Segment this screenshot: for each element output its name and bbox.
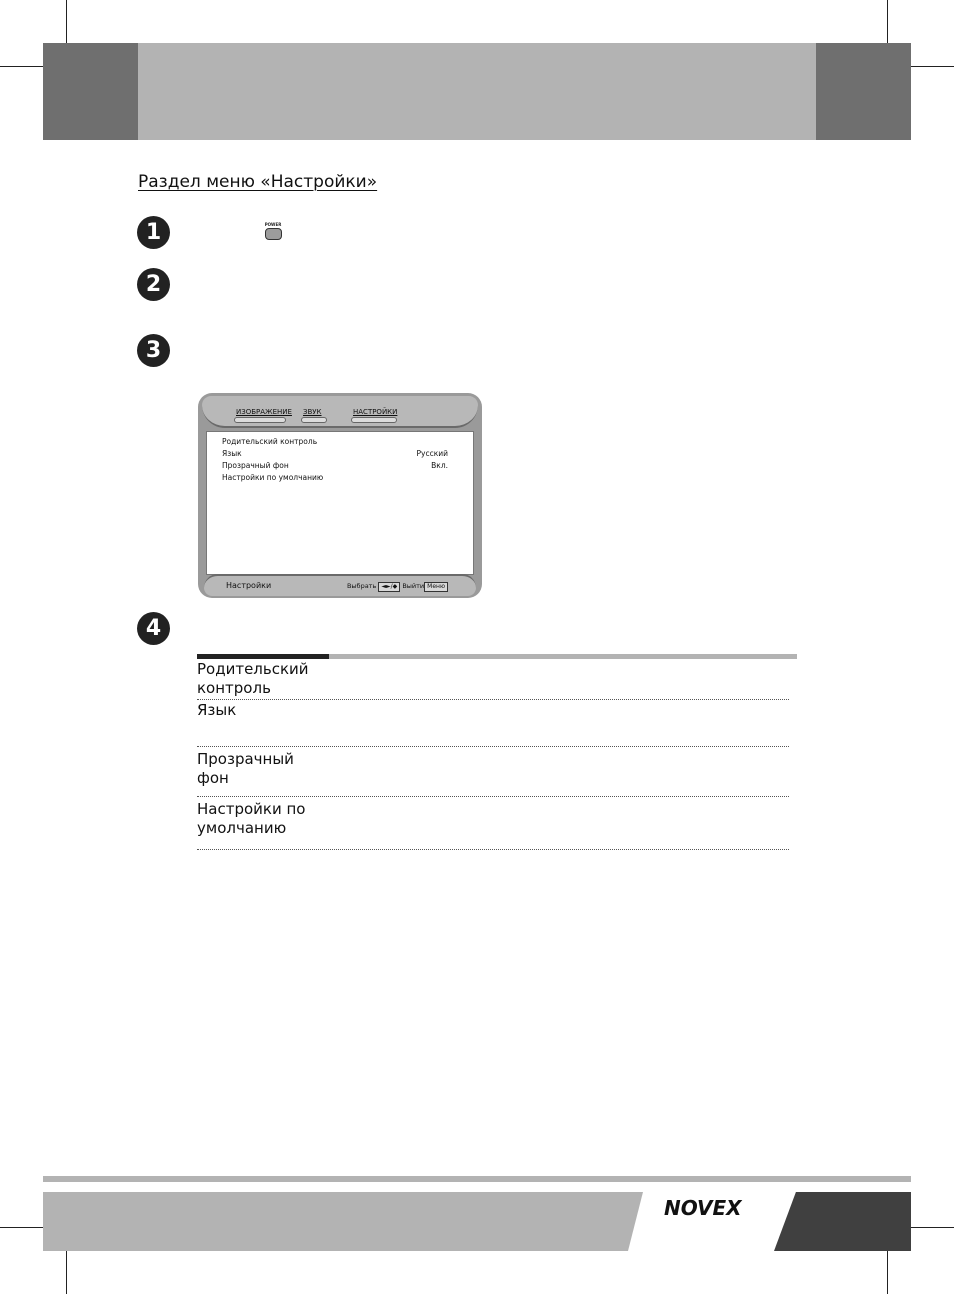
tv-tab-label: НАСТРОЙКИ <box>353 408 398 416</box>
step-badge-2: 2 <box>137 268 170 301</box>
tv-tab-label: ЗВУК <box>303 408 322 416</box>
table-header-bar-dark <box>197 654 329 659</box>
hint-select-label: Выбрать <box>346 582 377 590</box>
footer-page-block <box>774 1192 911 1251</box>
tv-menu-footer <box>204 574 476 596</box>
power-button-label: POWER <box>264 222 282 227</box>
table-row-term <box>197 800 337 838</box>
tv-menu-panel <box>206 431 474 575</box>
tv-tab-picture <box>232 405 292 419</box>
header-right-block <box>816 43 911 140</box>
tv-menu-item-label: Родительский контроль <box>222 437 318 446</box>
table-row-term <box>197 750 337 788</box>
tv-menu-item-label: Прозрачный фон <box>222 461 289 470</box>
header-band <box>138 43 816 140</box>
tv-menu-screenshot <box>198 393 482 598</box>
term-line: Прозрачный <box>197 750 294 768</box>
tv-menu-footer-title: Настройки <box>226 581 272 590</box>
tv-tab-pill <box>301 417 327 423</box>
term-line: Родительский <box>197 660 309 678</box>
tv-menu-hints <box>347 582 448 592</box>
tv-menu-item-value: Вкл. <box>431 461 448 470</box>
term-line: умолчанию <box>197 819 287 837</box>
tv-menu-tabbar <box>202 396 478 428</box>
table-header-bar-light <box>329 654 797 659</box>
brand-logo: NOVEX <box>664 1196 742 1220</box>
header-left-block <box>43 43 138 140</box>
table-row-term <box>197 701 337 720</box>
hint-exit-label: Выйти <box>402 582 425 590</box>
hint-select-keys: ◄►/◆ <box>378 582 400 592</box>
hint-exit-key: Меню <box>424 582 448 592</box>
row-separator <box>197 746 789 747</box>
step-badge-4: 4 <box>137 612 170 645</box>
tv-tab-label: ИЗОБРАЖЕНИЕ <box>236 408 292 416</box>
term-line: контроль <box>197 679 271 697</box>
tv-menu-item <box>222 448 448 460</box>
term-line: фон <box>197 769 229 787</box>
tv-tab-settings <box>349 405 399 419</box>
power-button-cap <box>265 228 282 240</box>
tv-menu-item <box>222 436 448 448</box>
tv-tab-pill <box>234 417 286 423</box>
footer-rule <box>43 1176 911 1182</box>
term-line: Язык <box>197 701 237 719</box>
tv-tab-sound <box>299 405 329 419</box>
section-title: Раздел меню «Настройки» <box>138 172 378 192</box>
tv-tab-pill <box>351 417 397 423</box>
tv-menu-item-value: Русский <box>416 449 448 458</box>
row-separator <box>197 699 789 700</box>
tv-menu-item <box>222 460 448 472</box>
term-line: Настройки по <box>197 800 306 818</box>
row-separator <box>197 849 789 850</box>
tv-menu-item-label: Настройки по умолчанию <box>222 473 324 482</box>
step-badge-3: 3 <box>137 334 170 367</box>
step-badge-1: 1 <box>137 216 170 249</box>
row-separator <box>197 796 789 797</box>
power-button-icon <box>263 222 283 242</box>
tv-menu-item-label: Язык <box>222 449 242 458</box>
table-row-term <box>197 660 337 698</box>
footer-band <box>43 1192 643 1251</box>
tv-menu-item <box>222 472 448 484</box>
